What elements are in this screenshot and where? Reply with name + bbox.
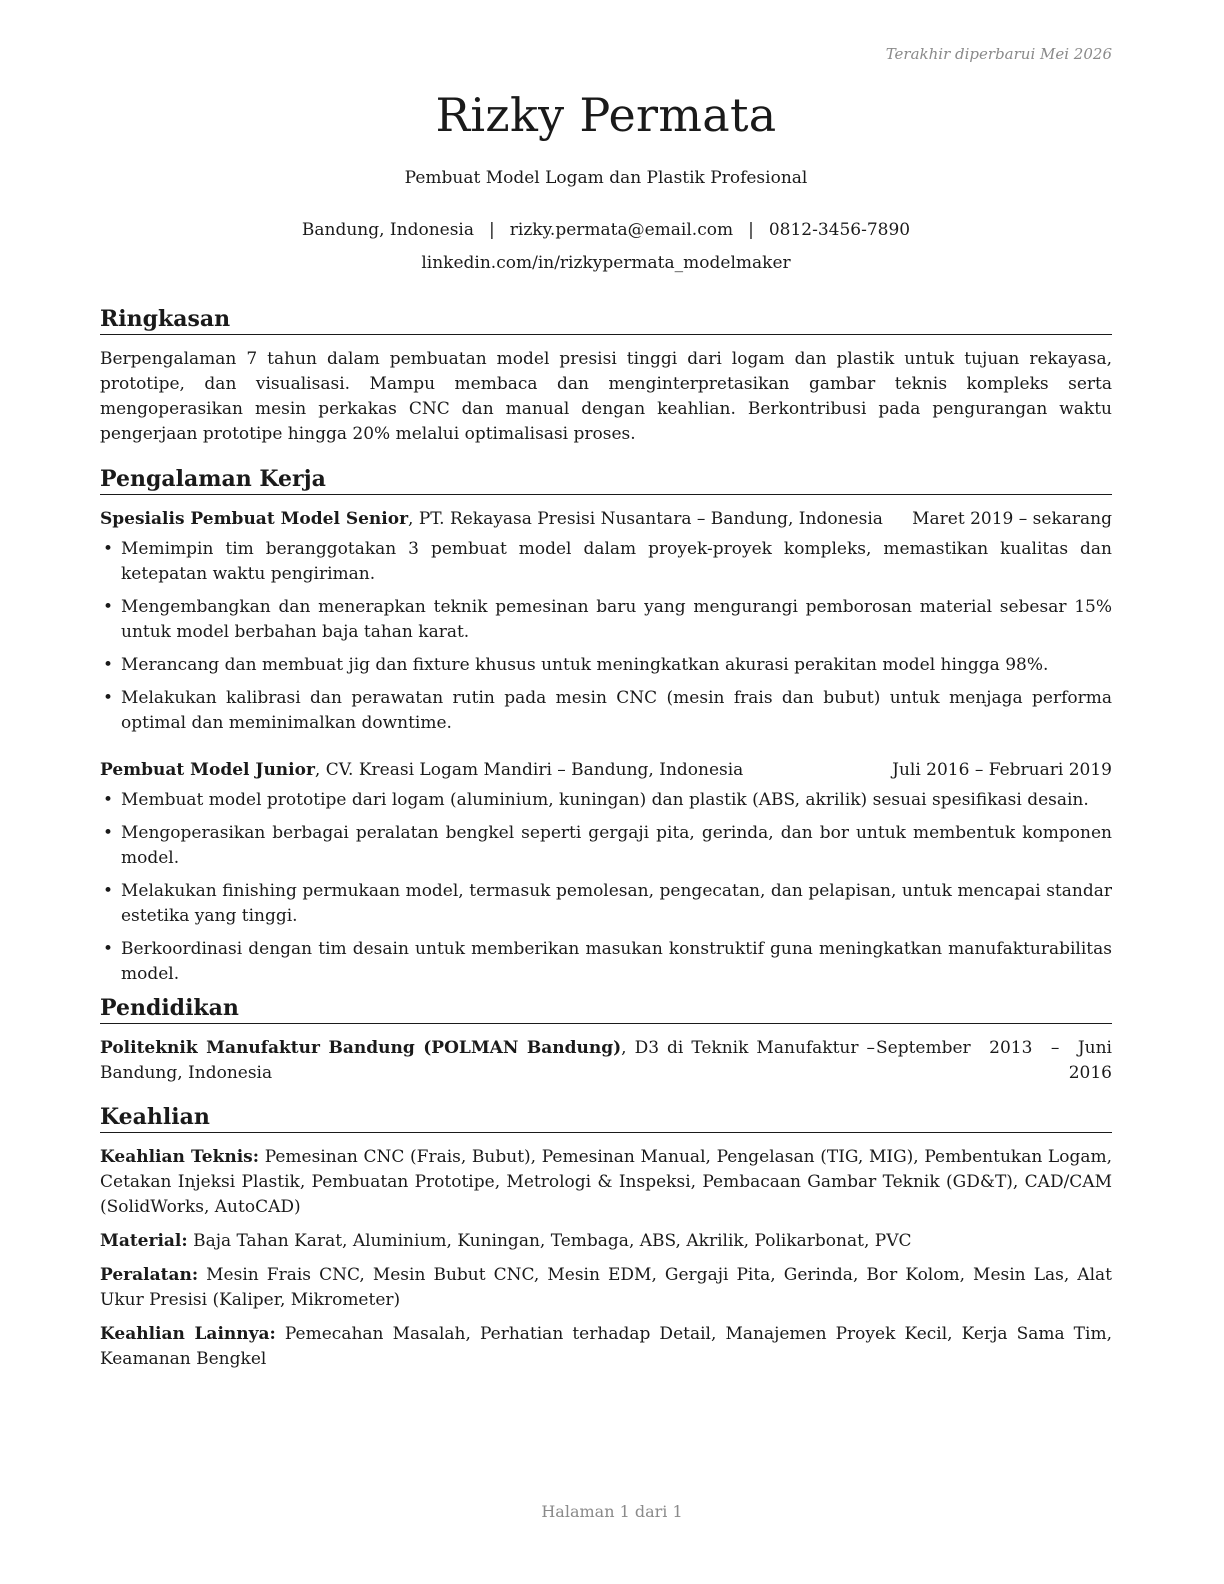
job-title-line [100, 507, 883, 532]
education-section [100, 995, 1112, 1086]
list-item [100, 821, 1112, 871]
skill-text: Mesin Frais CNC, Mesin Bubut CNC, Mesin EDM, Gergaji Pita, Gerinda, Bor Kolom, Mesin Las, Alat Ukur Presisi (Kaliper, Mikrometer) [100, 1265, 1112, 1310]
skill-text: Pemecahan Masalah, Perhatian terhadap Detail, Manajemen Proyek Kecil, Kerja Sama Tim, Keamanan Bengkel [100, 1324, 1112, 1369]
section-title-skills: Keahlian [100, 1104, 1112, 1133]
phone-text: 0812-3456-7890 [768, 220, 911, 240]
job-company: , CV. Kreasi Logam Mandiri – Bandung, Indonesia [314, 760, 744, 780]
bullet-text: Memimpin tim beranggotakan 3 pembuat model dalam proyek-proyek kompleks, memastikan kualitas dan ketepatan waktu pengiriman. [121, 539, 1112, 584]
section-title-education: Pendidikan [100, 995, 1112, 1024]
job-header [100, 758, 1112, 783]
skill-label: Keahlian Teknis: [100, 1147, 260, 1167]
job-bullets [100, 788, 1112, 987]
skill-group [100, 1263, 1112, 1313]
linkedin-link[interactable]: linkedin.com/in/rizkypermata_modelmaker [421, 253, 791, 273]
bullet-glyph: • [103, 790, 114, 810]
skill-group [100, 1145, 1112, 1220]
job-header [100, 507, 1112, 532]
bullet-text: Mengoperasikan berbagai peralatan bengkel seperti gergaji pita, gerinda, dan bor untuk membentuk komponen model. [121, 823, 1112, 868]
list-item [100, 879, 1112, 929]
bullet-text: Melakukan finishing permukaan model, termasuk pemolesan, pengecatan, dan pelapisan, untuk mencapai standar estetika yang tinggi. [121, 881, 1112, 926]
bullet-text: Berkoordinasi dengan tim desain untuk memberikan masukan konstruktif guna meningkatkan manufakturabilitas model. [121, 939, 1112, 984]
degree-detail: , D3 di Teknik Manufaktur – Bandung, Indonesia [100, 1038, 875, 1083]
bullet-glyph: • [103, 655, 114, 675]
bullet-glyph: • [103, 939, 114, 959]
bullet-text: Membuat model prototipe dari logam (aluminium, kuningan) dan plastik (ABS, akrilik) sesuai spesifikasi desain. [121, 790, 1089, 810]
page-number: Halaman 1 dari 1 [541, 1502, 683, 1521]
list-item [100, 595, 1112, 645]
bullet-text: Melakukan kalibrasi dan perawatan rutin pada mesin CNC (mesin frais dan bubut) untuk menjaga performa optimal dan meminimalkan downtime. [121, 688, 1112, 733]
skill-label: Material: [100, 1231, 188, 1251]
list-item [100, 686, 1112, 736]
job-company: , PT. Rekayasa Presisi Nusantara – Bandung, Indonesia [408, 509, 883, 529]
email-link[interactable]: rizky.permata@email.com [509, 220, 734, 240]
bullet-glyph: • [103, 881, 114, 901]
experience-section [100, 466, 1112, 995]
summary-section [100, 306, 1112, 447]
job-role: Pembuat Model Junior [100, 760, 315, 780]
education-school-line [100, 1036, 875, 1086]
section-title-summary: Ringkasan [100, 306, 1112, 335]
bullet-glyph: • [103, 688, 114, 708]
bullet-text: Mengembangkan dan menerapkan teknik pemesinan baru yang mengurangi pemborosan material sebesar 15% untuk model berbahan baja tahan karat. [121, 597, 1112, 642]
skill-label: Peralatan: [100, 1265, 199, 1285]
location-text: Bandung, Indonesia [301, 220, 475, 240]
bullet-text: Merancang dan membuat jig dan fixture khusus untuk meningkatkan akurasi perakitan model hingga 98%. [121, 655, 1049, 675]
contact-line [100, 220, 1112, 240]
job-bullets [100, 537, 1112, 736]
bullet-glyph: • [103, 823, 114, 843]
section-title-experience: Pengalaman Kerja [100, 466, 1112, 495]
job-role: Spesialis Pembuat Model Senior [100, 509, 409, 529]
skill-text: Pemesinan CNC (Frais, Bubut), Pemesinan Manual, Pengelasan (TIG, MIG), Pembentukan Logam, Cetakan Injeksi Plastik, Pembuatan Prototipe, Metrologi & Inspeksi, Pembacaan Gambar Teknik (GD&T), CAD/CAM (SolidWorks, AutoCAD) [100, 1147, 1113, 1217]
education-entry [100, 1036, 1112, 1086]
job-title-line [100, 758, 743, 783]
list-item [100, 653, 1112, 678]
contact-separator: | [489, 220, 495, 240]
bullet-glyph: • [103, 539, 114, 559]
contact-separator: | [748, 220, 754, 240]
list-item [100, 537, 1112, 587]
bullet-glyph: • [103, 597, 114, 617]
last-updated-note: Terakhir diperbarui Mei 2026 [885, 45, 1112, 63]
job-entry [100, 758, 1112, 987]
list-item [100, 788, 1112, 813]
education-date: September 2013 – Juni 2016 [876, 1038, 1112, 1083]
job-date: Maret 2019 – sekarang [912, 509, 1112, 529]
skill-group [100, 1229, 1112, 1254]
professional-title: Pembuat Model Logam dan Plastik Profesional [404, 168, 808, 188]
list-item [100, 937, 1112, 987]
candidate-name: Rizky Permata [435, 88, 777, 142]
skill-label: Keahlian Lainnya: [100, 1324, 276, 1344]
job-date: Juli 2016 – Februari 2019 [892, 760, 1112, 780]
job-entry [100, 507, 1112, 736]
summary-text: Berpengalaman 7 tahun dalam pembuatan model presisi tinggi dari logam dan plastik untuk tujuan rekayasa, prototipe, dan visualisasi. Mampu membaca dan menginterpretasikan gambar teknis kompleks serta mengoperasikan mesin perkakas CNC dan manual dengan keahlian. Berkontribusi pada pengurangan waktu pengerjaan prototipe hingga 20% melalui optimalisasi proses. [100, 349, 1112, 444]
skill-text: Baja Tahan Karat, Aluminium, Kuningan, Tembaga, ABS, Akrilik, Polikarbonat, PVC [187, 1231, 912, 1251]
school-name: Politeknik Manufaktur Bandung (POLMAN Bandung) [100, 1038, 622, 1058]
skills-section [100, 1104, 1112, 1381]
skill-group [100, 1322, 1112, 1372]
